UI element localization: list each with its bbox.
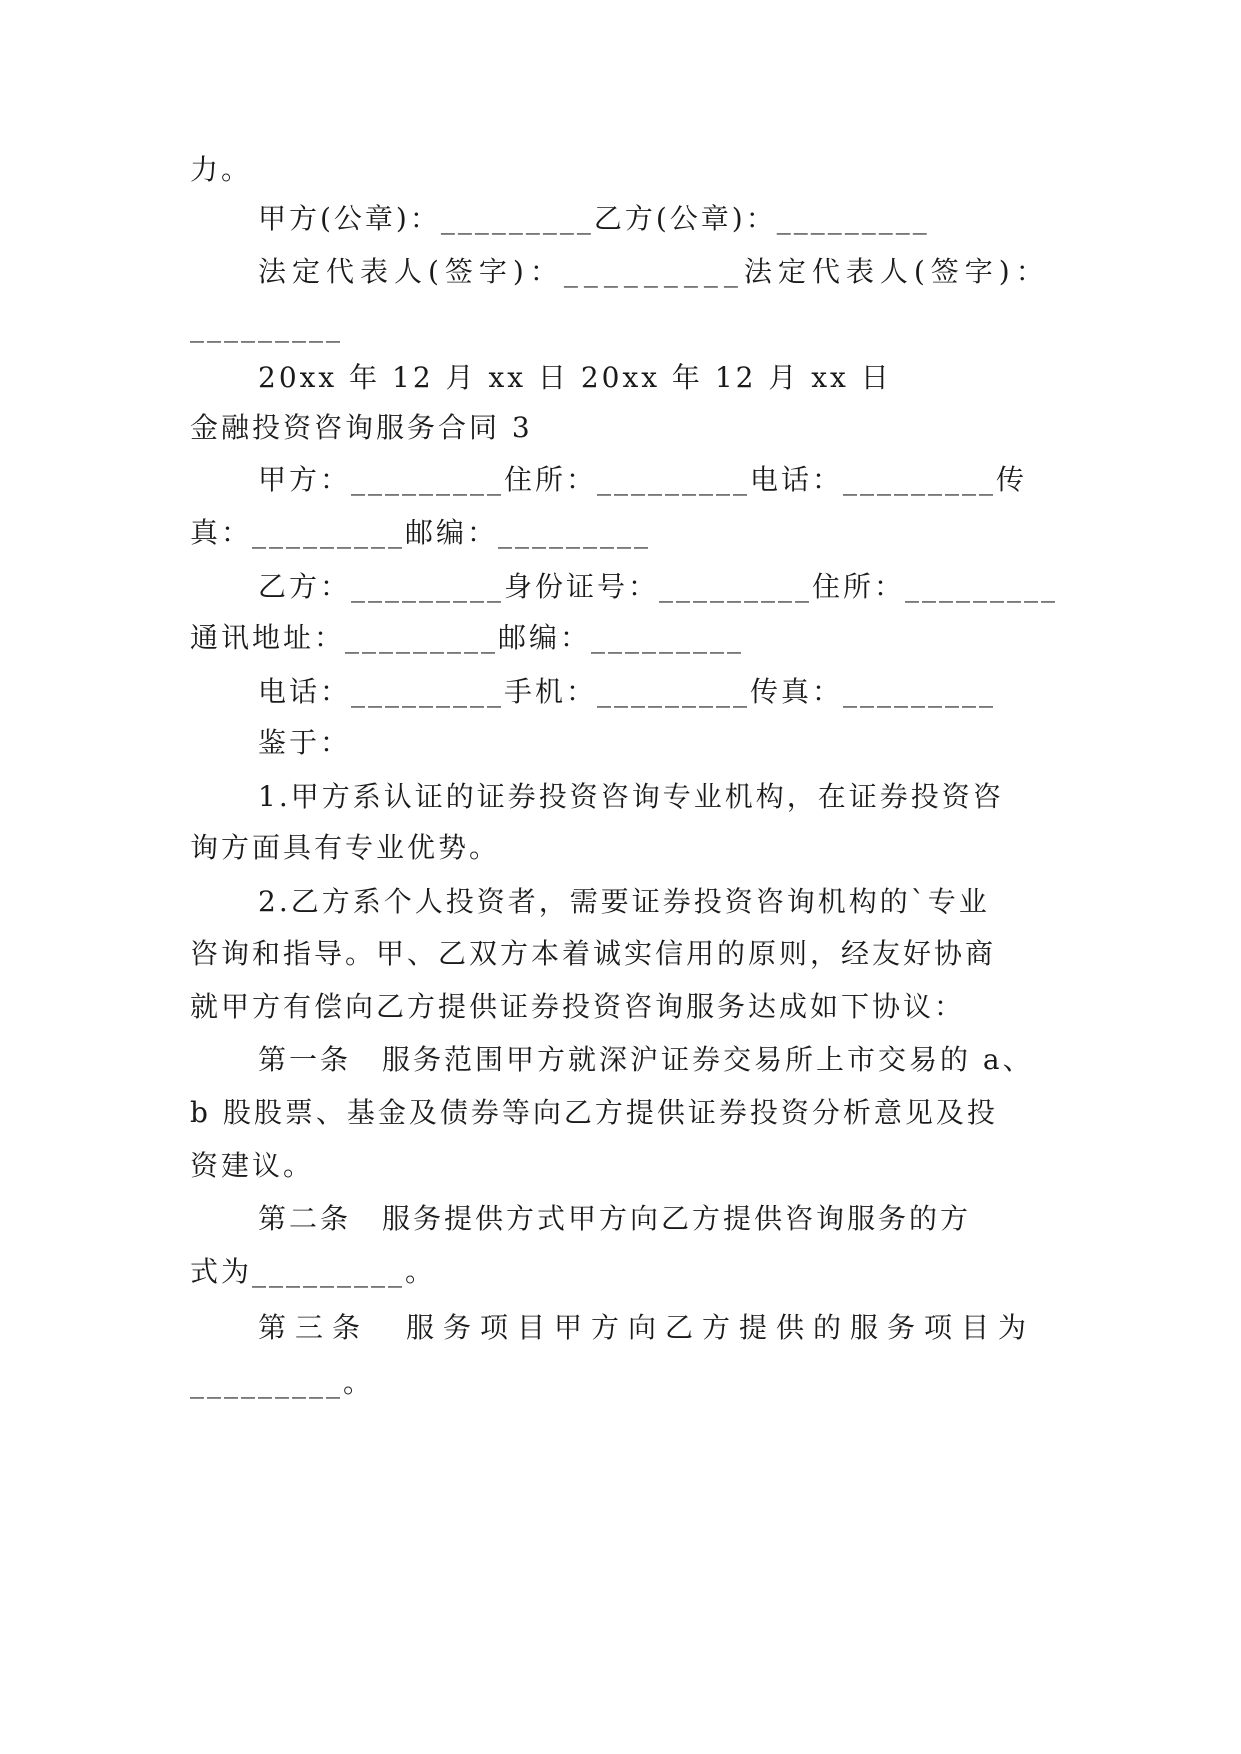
section-title: 金融投资咨询服务合同 3 [190, 411, 533, 444]
text-line: 法定代表人(签字)：_________法定代表人(签字)： [258, 255, 1050, 288]
date-line: 20xx 年 12 月 xx 日 20xx 年 12 月 xx 日 [258, 361, 892, 394]
text-line: 1.甲方系认证的证券投资咨询专业机构，在证券投资咨 [258, 780, 1004, 813]
text-line: 就甲方有偿向乙方提供证券投资咨询服务达成如下协议： [190, 990, 966, 1023]
text-line: 询方面具有专业优势。 [190, 831, 501, 864]
text-line: b 股股票、基金及债券等向乙方提供证券投资分析意见及投 [190, 1096, 998, 1129]
text-line: 电话：_________手机：_________传真：_________ [258, 675, 997, 708]
text-line: _________ [190, 310, 343, 343]
text-line: 鉴于： [258, 726, 352, 759]
text-line: 通讯地址：_________邮编：_________ [190, 621, 745, 654]
text-line: 2.乙方系个人投资者，需要证券投资咨询机构的`专业 [258, 885, 990, 918]
text-line: 第一条 服务范围甲方就深沪证券交易所上市交易的 a、 [258, 1043, 1034, 1076]
text-line: 式为_________。 [190, 1255, 437, 1288]
text-line: 资建议。 [190, 1149, 315, 1182]
text-line: 真：_________邮编：_________ [190, 516, 652, 549]
text-line: 甲方(公章)：_________乙方(公章)：_________ [258, 202, 930, 235]
text-line: 第三条 服务项目甲方向乙方提供的服务项目为 [258, 1311, 1036, 1344]
text-line: 第二条 服务提供方式甲方向乙方提供咨询服务的方 [258, 1202, 972, 1235]
text-line: 乙方：_________身份证号：_________住所：_________ [258, 570, 1059, 603]
text-line: _________。 [190, 1366, 375, 1399]
text-line: 力。 [190, 153, 253, 186]
text-line: 咨询和指导。甲、乙双方本着诚实信用的原则，经友好协商 [190, 937, 997, 970]
text-line: 甲方：_________住所：_________电话：_________传 [258, 463, 1028, 496]
